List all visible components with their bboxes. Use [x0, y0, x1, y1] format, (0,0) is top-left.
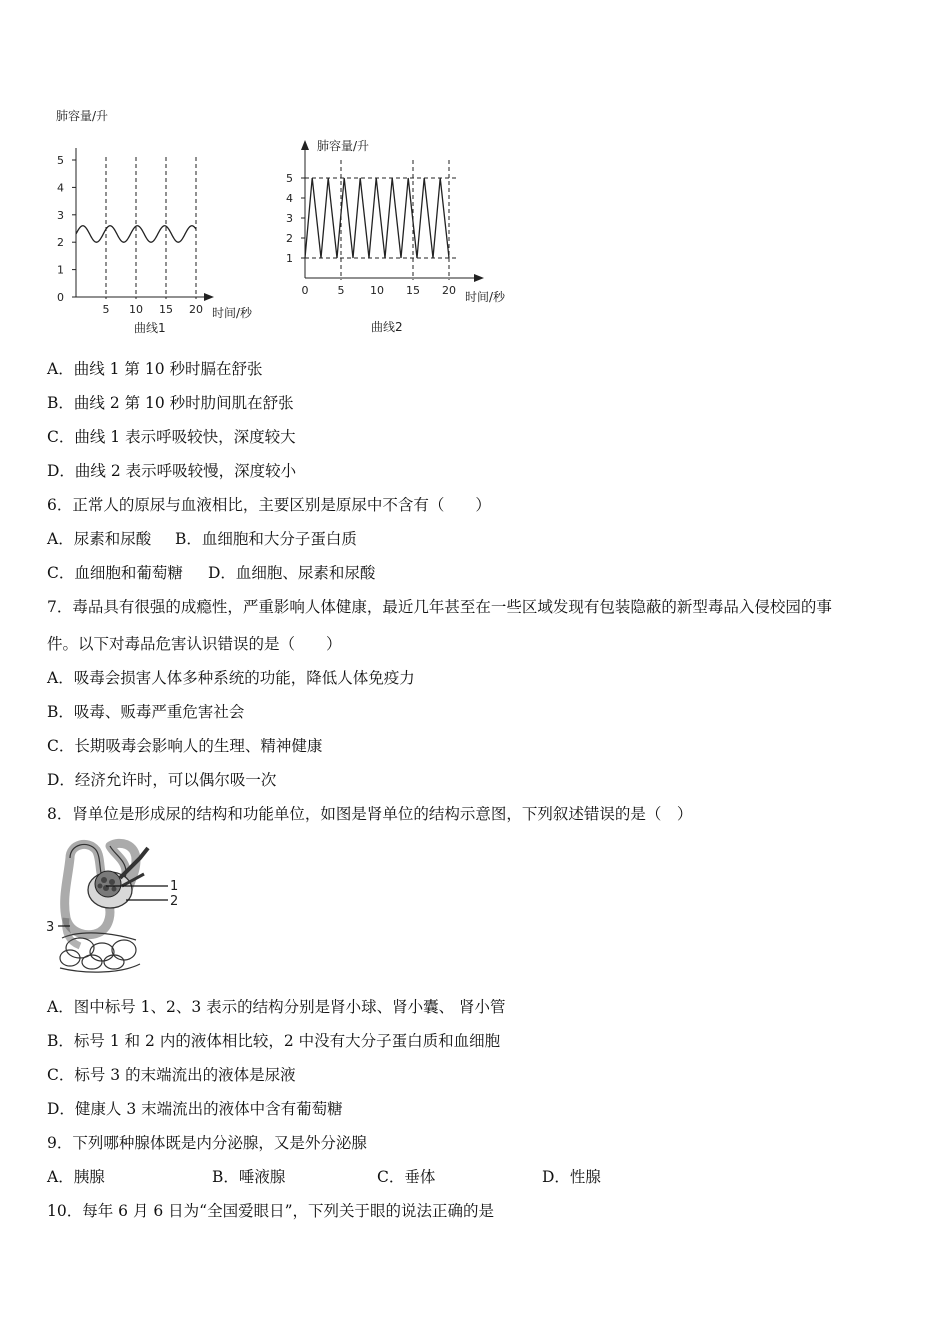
- c1-xtick-label: 5: [102, 303, 110, 316]
- label-3: 3: [46, 920, 55, 935]
- c1-ytick-label: 3: [57, 208, 64, 222]
- q9-options-row: [47, 1167, 907, 1187]
- chart2-title: 曲线2: [371, 320, 403, 334]
- label-1: 1: [170, 879, 179, 894]
- c1-xtick-label: 10: [129, 303, 143, 316]
- lung-volume-chart-1: [50, 100, 280, 350]
- q8-option-b[interactable]: B．标号 1 和 2 内的液体相比较，2 中没有大分子蛋白质和血细胞: [47, 1032, 501, 1050]
- q7-option-d[interactable]: D．经济允许时，可以偶尔吸一次: [47, 771, 277, 789]
- c2-ytick-label: 2: [286, 232, 293, 245]
- c2-ytick-label: 4: [286, 192, 293, 205]
- c2-xtick-label: 0: [301, 284, 309, 297]
- q9-option-a[interactable]: A．胰腺: [47, 1168, 105, 1186]
- chart1-title: 曲线1: [134, 321, 166, 335]
- c1-ytick-label: 4: [57, 181, 64, 195]
- chart2-ylabel: 肺容量/升: [317, 139, 370, 153]
- q5-option-b[interactable]: B．曲线 2 第 10 秒时肋间肌在舒张: [47, 394, 294, 412]
- q7-option-b[interactable]: B．吸毒、贩毒严重危害社会: [47, 703, 245, 721]
- q7-option-a[interactable]: A．吸毒会损害人体多种系统的功能，降低人体免疫力: [47, 669, 415, 687]
- c2-xtick-label: 10: [370, 284, 384, 297]
- c2-xtick-label: 20: [442, 284, 456, 297]
- q6-option-d[interactable]: D．血细胞、尿素和尿酸: [208, 564, 376, 582]
- chart1-xlabel: 时间/秒: [212, 306, 253, 320]
- q6-stem: 6．正常人的原尿与血液相比，主要区别是原尿中不含有（ ）: [47, 496, 491, 514]
- c2-ytick-label: 3: [286, 212, 293, 225]
- c1-xtick-label: 20: [189, 303, 203, 316]
- chart2-curve-line: [305, 178, 449, 258]
- c1-xtick-label: 15: [159, 303, 173, 316]
- q7-stem-line-1: 7．毒品具有很强的成瘾性，严重影响人体健康，最近几年甚至在一些区域发现有包装隐蔽的新型毒品入侵校园的事: [47, 598, 832, 616]
- c2-xtick-label: 15: [406, 284, 420, 297]
- c1-ytick-label: 1: [57, 263, 64, 277]
- c2-ytick-label: 5: [286, 172, 293, 185]
- q8-option-c[interactable]: C．标号 3 的末端流出的液体是尿液: [47, 1066, 296, 1084]
- q9-option-d[interactable]: D．性腺: [542, 1168, 601, 1186]
- q5-option-c[interactable]: C．曲线 1 表示呼吸较快，深度较大: [47, 428, 296, 446]
- q8-stem: 8．肾单位是形成尿的结构和功能单位，如图是肾单位的结构示意图，下列叙述错误的是（ ）: [47, 805, 693, 823]
- q6-option-b[interactable]: B．血细胞和大分子蛋白质: [175, 530, 357, 548]
- q9-option-c[interactable]: C．垂体: [377, 1168, 436, 1186]
- chart2-y-arrow: [301, 140, 309, 150]
- lung-volume-chart-2: [285, 130, 525, 350]
- c2-ytick-label: 1: [286, 252, 293, 265]
- q6-option-c[interactable]: C．血细胞和葡萄糖: [47, 564, 183, 582]
- q10-stem: 10．每年 6 月 6 日为“全国爱眼日”，下列关于眼的说法正确的是: [47, 1202, 495, 1220]
- q6-options-row-1: [47, 529, 907, 549]
- chart2-xlabel: 时间/秒: [465, 290, 506, 304]
- q5-option-d[interactable]: D．曲线 2 表示呼吸较慢，深度较小: [47, 462, 297, 480]
- label-2: 2: [170, 894, 179, 909]
- c1-ytick-label: 2: [57, 236, 64, 250]
- q9-option-b[interactable]: B．唾液腺: [212, 1168, 286, 1186]
- chart2-x-arrow: [474, 274, 484, 282]
- c1-ytick-label: 5: [57, 154, 64, 167]
- chart1-x-arrow: [204, 293, 214, 301]
- q9-stem: 9．下列哪种腺体既是内分泌腺，又是外分泌腺: [47, 1134, 367, 1152]
- c2-xtick-label: 5: [337, 284, 345, 297]
- q8-option-a[interactable]: A．图中标号 1、2、3 表示的结构分别是肾小球、肾小囊、 肾小管: [47, 998, 506, 1016]
- c1-ytick-label: 0: [57, 291, 64, 304]
- chart1-ylabel: 肺容量/升: [56, 109, 109, 123]
- q5-option-a[interactable]: A．曲线 1 第 10 秒时膈在舒张: [47, 360, 263, 378]
- q7-option-c[interactable]: C．长期吸毒会影响人的生理、精神健康: [47, 737, 323, 755]
- nephron-diagram: [40, 838, 190, 978]
- q7-stem-line-2: 件。以下对毒品危害认识错误的是（ ）: [47, 635, 342, 653]
- q6-option-a[interactable]: A．尿素和尿酸: [47, 530, 152, 548]
- q6-options-row-2: [47, 563, 907, 583]
- q8-option-d[interactable]: D．健康人 3 末端流出的液体中含有葡萄糖: [47, 1100, 343, 1118]
